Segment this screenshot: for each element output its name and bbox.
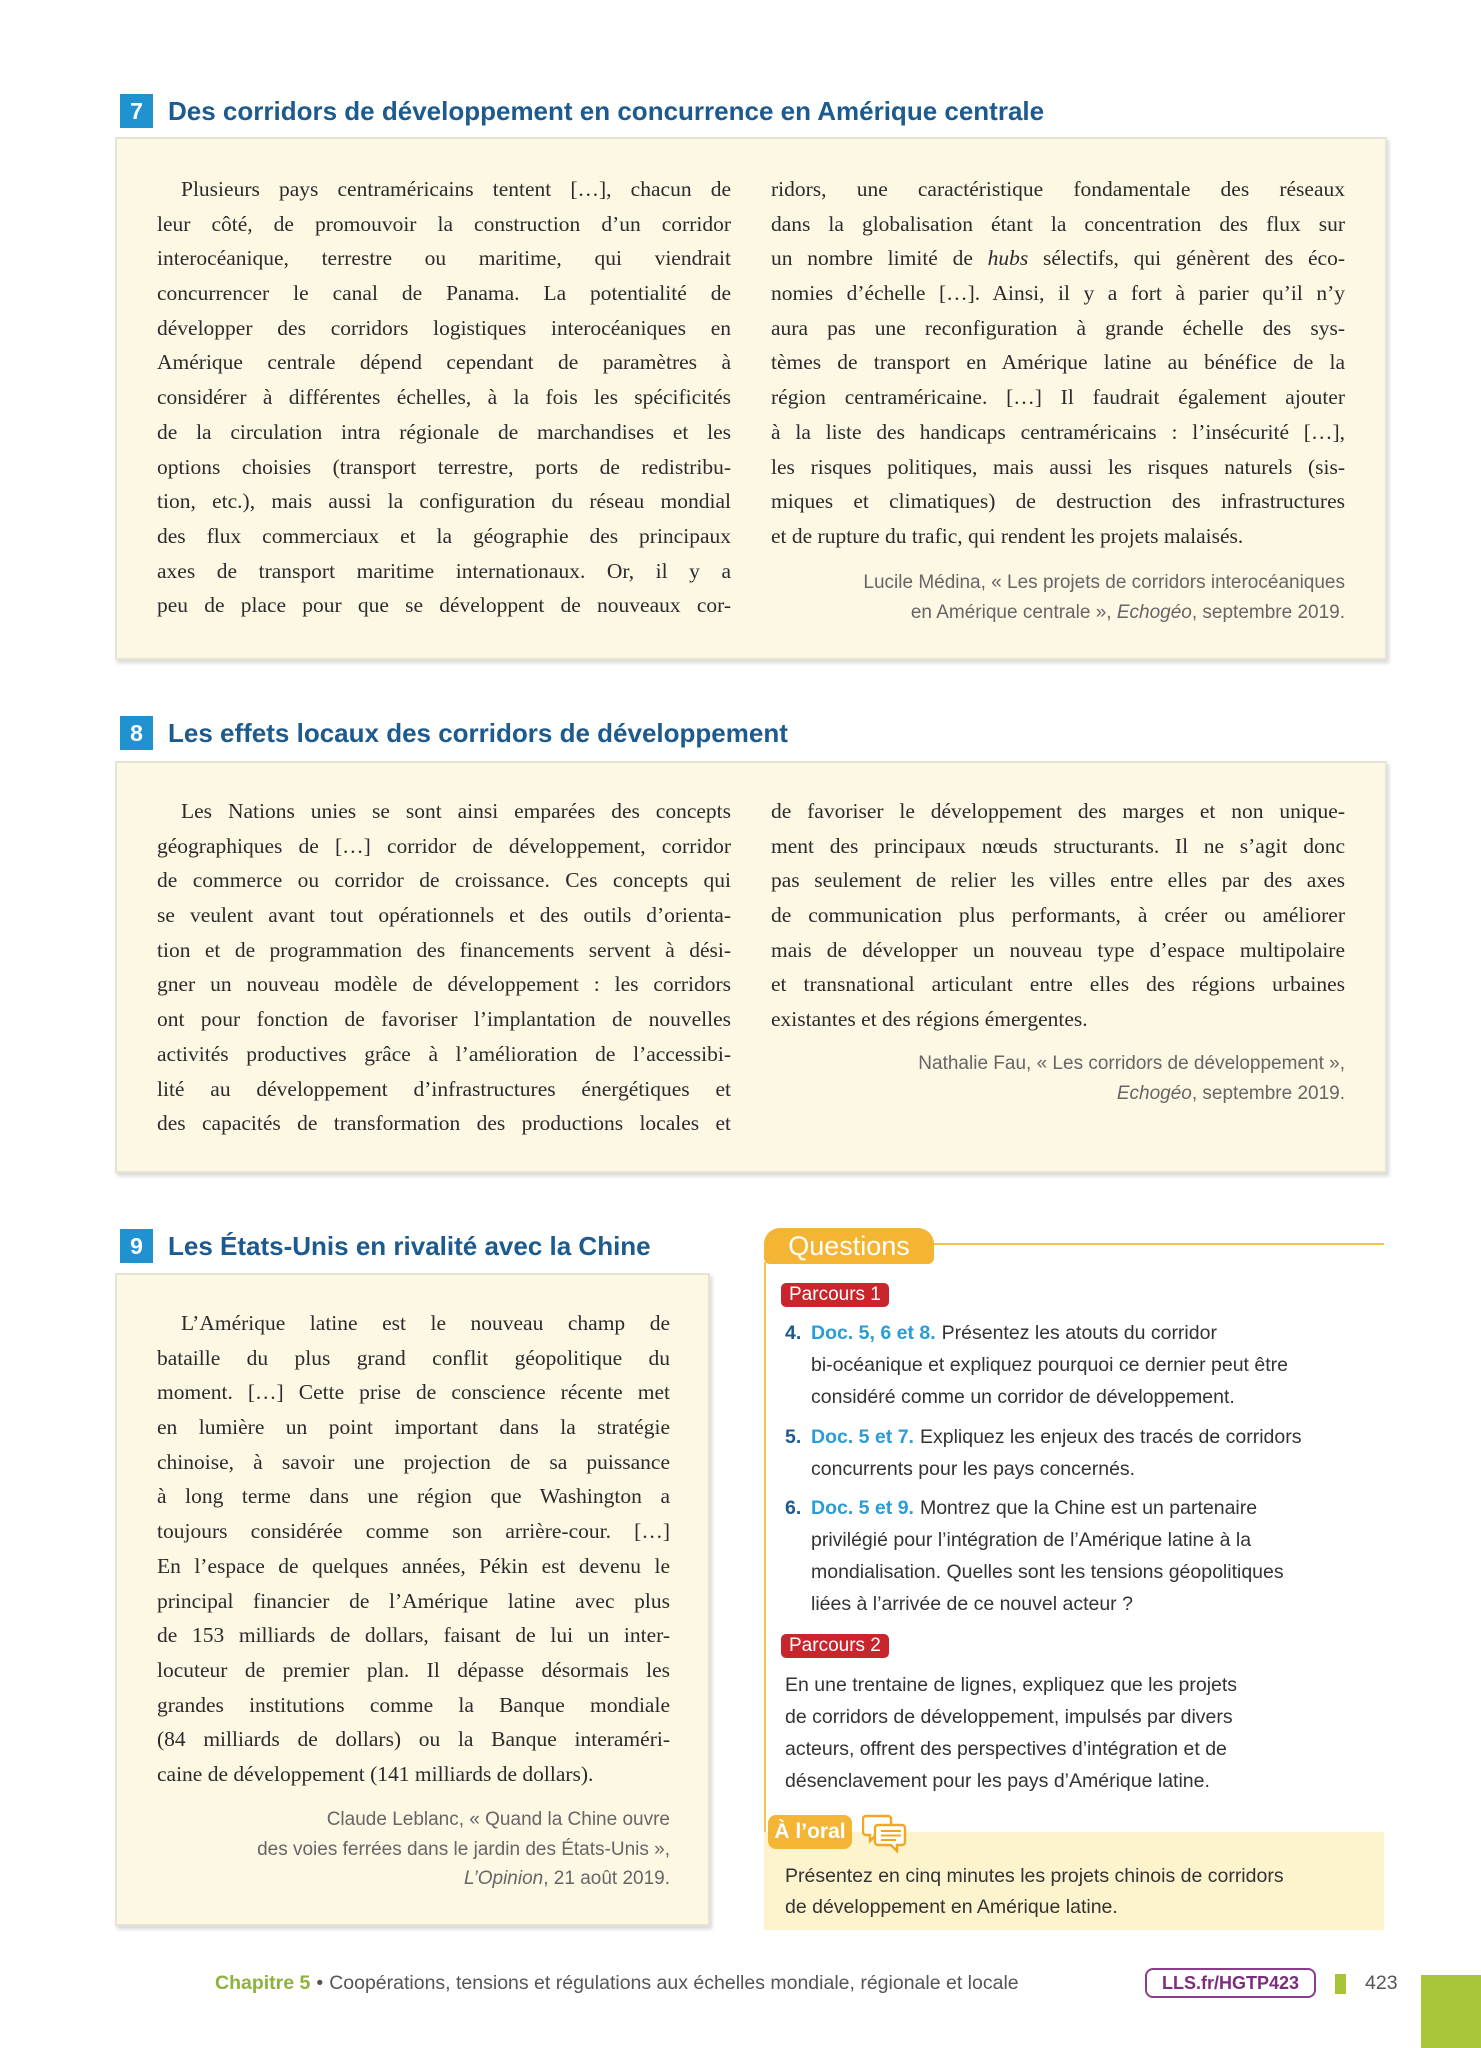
- text-line: des capacités de transformation des productions locales et: [157, 1111, 731, 1136]
- italic-text: Echogéo: [1116, 1082, 1192, 1104]
- text-line: bataille du plus grand conflit géopolitique du: [157, 1345, 670, 1370]
- parcours1-badge: Parcours 1: [781, 1283, 889, 1307]
- text-line: dans la globalisation étant la concentration des flux sur: [771, 211, 1345, 236]
- text-line: mais de développer un nouveau type d’espace multipolaire: [771, 937, 1345, 962]
- text-segment: sélectifs, qui génèrent des éco-: [1028, 246, 1345, 271]
- text-line: Présentez en cinq minutes les projets chinois de corridors: [785, 1865, 1284, 1887]
- text-line: ridors, une caractéristique fondamentale des réseaux: [771, 177, 1345, 201]
- oral-text: [785, 1861, 1375, 1923]
- text-line: de la circulation intra régionale de marchandises et les: [157, 419, 731, 444]
- text-line: à la liste des handicaps centraméricains : l’insécurité […],: [771, 419, 1345, 444]
- footer-marker: [1335, 1974, 1346, 1994]
- document-reference: Doc. 5 et 7.: [811, 1425, 914, 1448]
- text-line: L’Amérique latine est le nouveau champ de: [181, 1311, 670, 1335]
- text-line: de 153 milliards de dollars, faisant de lui un inter-: [157, 1623, 670, 1648]
- text-segment: , 21 août 2019.: [543, 1868, 670, 1889]
- text-line: à long terme dans une région que Washington a: [157, 1484, 670, 1509]
- text-line: désenclavement pour les pays d’Amérique latine.: [785, 1770, 1210, 1792]
- lls-link[interactable]: LLS.fr/HGTP423: [1145, 1968, 1316, 1998]
- text-line: et transnational articulant entre elles des régions urbaines: [771, 972, 1345, 997]
- questions-left-rule: [764, 1262, 766, 1930]
- text-line: de favoriser le développement des marges et non unique-: [771, 799, 1345, 823]
- text-line: Plusieurs pays centraméricains tentent […], chacun de: [181, 177, 731, 201]
- question-line-text: Expliquez les enjeux des tracés de corridors: [919, 1425, 1302, 1448]
- document-reference: Doc. 5, 6 et 8.: [811, 1322, 936, 1344]
- text-line: Claude Leblanc, « Quand la Chine ouvre: [326, 1809, 670, 1830]
- doc-number-badge: 8: [120, 716, 153, 750]
- doc-title: Les effets locaux des corridors de développement: [168, 717, 788, 748]
- question-text: [811, 1421, 1384, 1485]
- oral-badge: À l’oral: [768, 1815, 852, 1849]
- text-line: tion et de programmation des financements servent à dési-: [157, 937, 731, 962]
- question-line-text: Montrez que la Chine est un partenaire: [919, 1497, 1258, 1519]
- footer-separator: •: [316, 1972, 324, 1994]
- text-line: Les Nations unies se sont ainsi emparées des concepts: [181, 799, 731, 823]
- doc-number-badge: 7: [120, 94, 153, 128]
- italic-text: L’Opinion: [463, 1868, 544, 1889]
- parcours2-text: [785, 1669, 1384, 1797]
- text-line: gner un nouveau modèle de développement : les corridors: [157, 972, 731, 997]
- question-text: [811, 1492, 1384, 1620]
- chat-bubbles-icon: [862, 1813, 908, 1855]
- questions-header: Questions: [764, 1228, 934, 1264]
- text-line: des flux commerciaux et la géographie des principaux: [157, 523, 731, 548]
- text-line: axes de transport maritime internationaux. Or, il y a: [157, 558, 731, 583]
- text-segment: un nombre limité de: [771, 246, 988, 271]
- question-line: [811, 1421, 1384, 1453]
- text-line: activités productives grâce à l’amélioration de l’accessibi-: [157, 1041, 731, 1066]
- text-line: miques et climatiques) de destruction des infrastructures: [771, 489, 1345, 514]
- text-line: concurrencer le canal de Panama. La potentialité de: [157, 281, 731, 306]
- doc9-column: [157, 1306, 670, 1792]
- doc8-header: [120, 716, 788, 750]
- doc7-source: [863, 568, 1345, 627]
- page-number: 423: [1365, 1972, 1398, 1994]
- doc8-left-column: [157, 794, 731, 1141]
- doc9-header: [120, 1229, 651, 1263]
- text-line: et de rupture du trafic, qui rendent les projets malaisés.: [771, 523, 1244, 548]
- text-line: En une trentaine de lignes, expliquez que les projets: [785, 1674, 1238, 1696]
- question-number: 5.: [785, 1425, 802, 1448]
- text-line: chinoise, à savoir une projection de sa puissance: [157, 1449, 670, 1474]
- parcours1-questions: [785, 1317, 1384, 1628]
- text-line: ont pour fonction de favoriser l’implantation de nouvelles: [157, 1007, 731, 1032]
- doc-number-badge: 9: [120, 1229, 153, 1263]
- text-line: lité au développement d’infrastructures énergétiques et: [157, 1076, 731, 1101]
- text-line: options choisies (transport terrestre, ports de redistribu-: [157, 454, 731, 479]
- chapter-label: Chapitre 5: [215, 1972, 311, 1994]
- page-corner-tab: [1421, 1975, 1481, 2048]
- text-line: en lumière un point important dans la stratégie: [157, 1415, 670, 1440]
- question-item: [785, 1492, 1384, 1620]
- text-line: [771, 241, 1345, 276]
- footer-chapter-line: [215, 1969, 1019, 1997]
- text-line: Amérique centrale dépend cependant de paramètres à: [157, 350, 731, 375]
- text-line: caine de développement (141 milliards de dollars).: [157, 1761, 594, 1786]
- question-line: privilégié pour l’intégration de l’Amérique latine à la: [811, 1529, 1252, 1551]
- text-line: toujours considérée comme son arrière-cour. […]: [157, 1519, 670, 1544]
- text-line: locuteur de premier plan. Il dépasse désormais les: [157, 1657, 670, 1682]
- text-line: tion, etc.), mais aussi la configuration du réseau mondial: [157, 489, 731, 514]
- text-line: ment des principaux nœuds structurants. Il ne s’agit donc: [771, 833, 1345, 858]
- text-line: se veulent avant tout opérationnels et des outils d’orienta-: [157, 903, 731, 928]
- text-line: En l’espace de quelques années, Pékin est devenu le: [157, 1553, 670, 1578]
- text-line: acteurs, offrent des perspectives d’intégration et de: [785, 1738, 1227, 1760]
- text-line: existantes et des régions émergentes.: [771, 1007, 1088, 1032]
- text-segment: , septembre 2019.: [1191, 1082, 1345, 1104]
- question-item: [785, 1421, 1384, 1485]
- italic-text: hubs: [987, 246, 1029, 271]
- text-line: leur côté, de promouvoir la construction d’un corridor: [157, 211, 731, 236]
- text-line: nomies d’échelle […]. Ainsi, il y a fort à parier qu’il n’y: [771, 281, 1345, 306]
- text-line: considérer à différentes échelles, à la fois les spécificités: [157, 385, 731, 410]
- text-line: de développement en Amérique latine.: [785, 1896, 1118, 1918]
- text-line: de communication plus performants, à créer ou améliorer: [771, 903, 1345, 928]
- doc-title: Des corridors de développement en concurrence en Amérique centrale: [168, 95, 1045, 126]
- text-line: géographiques de […] corridor de développement, corridor: [157, 833, 731, 858]
- text-line: de commerce ou corridor de croissance. Ces concepts qui: [157, 868, 731, 893]
- question-line: concurrents pour les pays concernés.: [811, 1457, 1136, 1480]
- text-line: aura pas une reconfiguration à grande échelle des sys-: [771, 315, 1345, 340]
- questions-top-rule: [930, 1243, 1384, 1245]
- text-line: principal financier de l’Amérique latine avec plus: [157, 1588, 670, 1613]
- document-reference: Doc. 5 et 9.: [811, 1497, 914, 1519]
- text-line: [863, 598, 1345, 628]
- doc8-right-column: [771, 794, 1345, 1037]
- parcours2-badge: Parcours 2: [781, 1634, 889, 1658]
- text-line: grandes institutions comme la Banque mondiale: [157, 1692, 670, 1717]
- text-segment: , septembre 2019.: [1191, 601, 1345, 623]
- text-line: de corridors de développement, impulsés par divers: [785, 1706, 1233, 1728]
- text-line: [257, 1864, 670, 1894]
- doc7-right-column: [771, 172, 1345, 554]
- question-line-text: Présentez les atouts du corridor: [941, 1322, 1217, 1344]
- text-segment: en Amérique centrale »,: [910, 601, 1117, 623]
- text-line: les risques politiques, mais aussi les risques naturels (sis-: [771, 454, 1345, 479]
- text-line: interocéanique, terrestre ou maritime, qui viendrait: [157, 246, 731, 271]
- doc8-text-box: [115, 761, 1387, 1173]
- italic-text: Echogéo: [1116, 601, 1192, 623]
- question-line: bi-océanique et expliquez pourquoi ce dernier peut être: [811, 1354, 1288, 1376]
- doc7-text-box: [115, 137, 1387, 660]
- doc8-source: [918, 1049, 1345, 1108]
- question-line: [811, 1317, 1384, 1349]
- doc7-left-column: [157, 172, 731, 623]
- doc-title: Les États-Unis en rivalité avec la Chine: [168, 1230, 651, 1261]
- text-line: développer des corridors logistiques interocéaniques en: [157, 315, 731, 340]
- question-line: considéré comme un corridor de développement.: [811, 1386, 1235, 1408]
- question-number: 4.: [785, 1322, 802, 1344]
- doc7-header: [120, 94, 1044, 128]
- question-item: [785, 1317, 1384, 1413]
- text-line: région centraméricaine. […] Il faudrait également ajouter: [771, 385, 1345, 410]
- text-line: [918, 1079, 1345, 1109]
- text-line: tèmes de transport en Amérique latine au bénéfice de la: [771, 350, 1345, 375]
- question-number: 6.: [785, 1497, 802, 1519]
- doc9-source: [257, 1805, 670, 1894]
- text-line: (84 milliards de dollars) ou la Banque interaméri-: [157, 1727, 670, 1752]
- chapter-title: Coopérations, tensions et régulations aux échelles mondiale, régionale et locale: [329, 1972, 1019, 1994]
- question-line: [811, 1492, 1384, 1524]
- text-line: Lucile Médina, « Les projets de corridors interocéaniques: [863, 572, 1345, 593]
- question-line: mondialisation. Quelles sont les tensions géopolitiques: [811, 1561, 1284, 1583]
- text-line: Nathalie Fau, « Les corridors de développement »,: [918, 1053, 1345, 1074]
- text-line: des voies ferrées dans le jardin des États-Unis »,: [257, 1838, 670, 1860]
- question-text: [811, 1317, 1384, 1413]
- text-line: moment. […] Cette prise de conscience récente met: [157, 1380, 670, 1405]
- doc9-text-box: [115, 1273, 710, 1926]
- text-line: peu de place pour que se développent de nouveaux cor-: [157, 593, 731, 618]
- text-line: pas seulement de relier les villes entre elles par des axes: [771, 868, 1345, 893]
- question-line: liées à l’arrivée de ce nouvel acteur ?: [811, 1593, 1133, 1615]
